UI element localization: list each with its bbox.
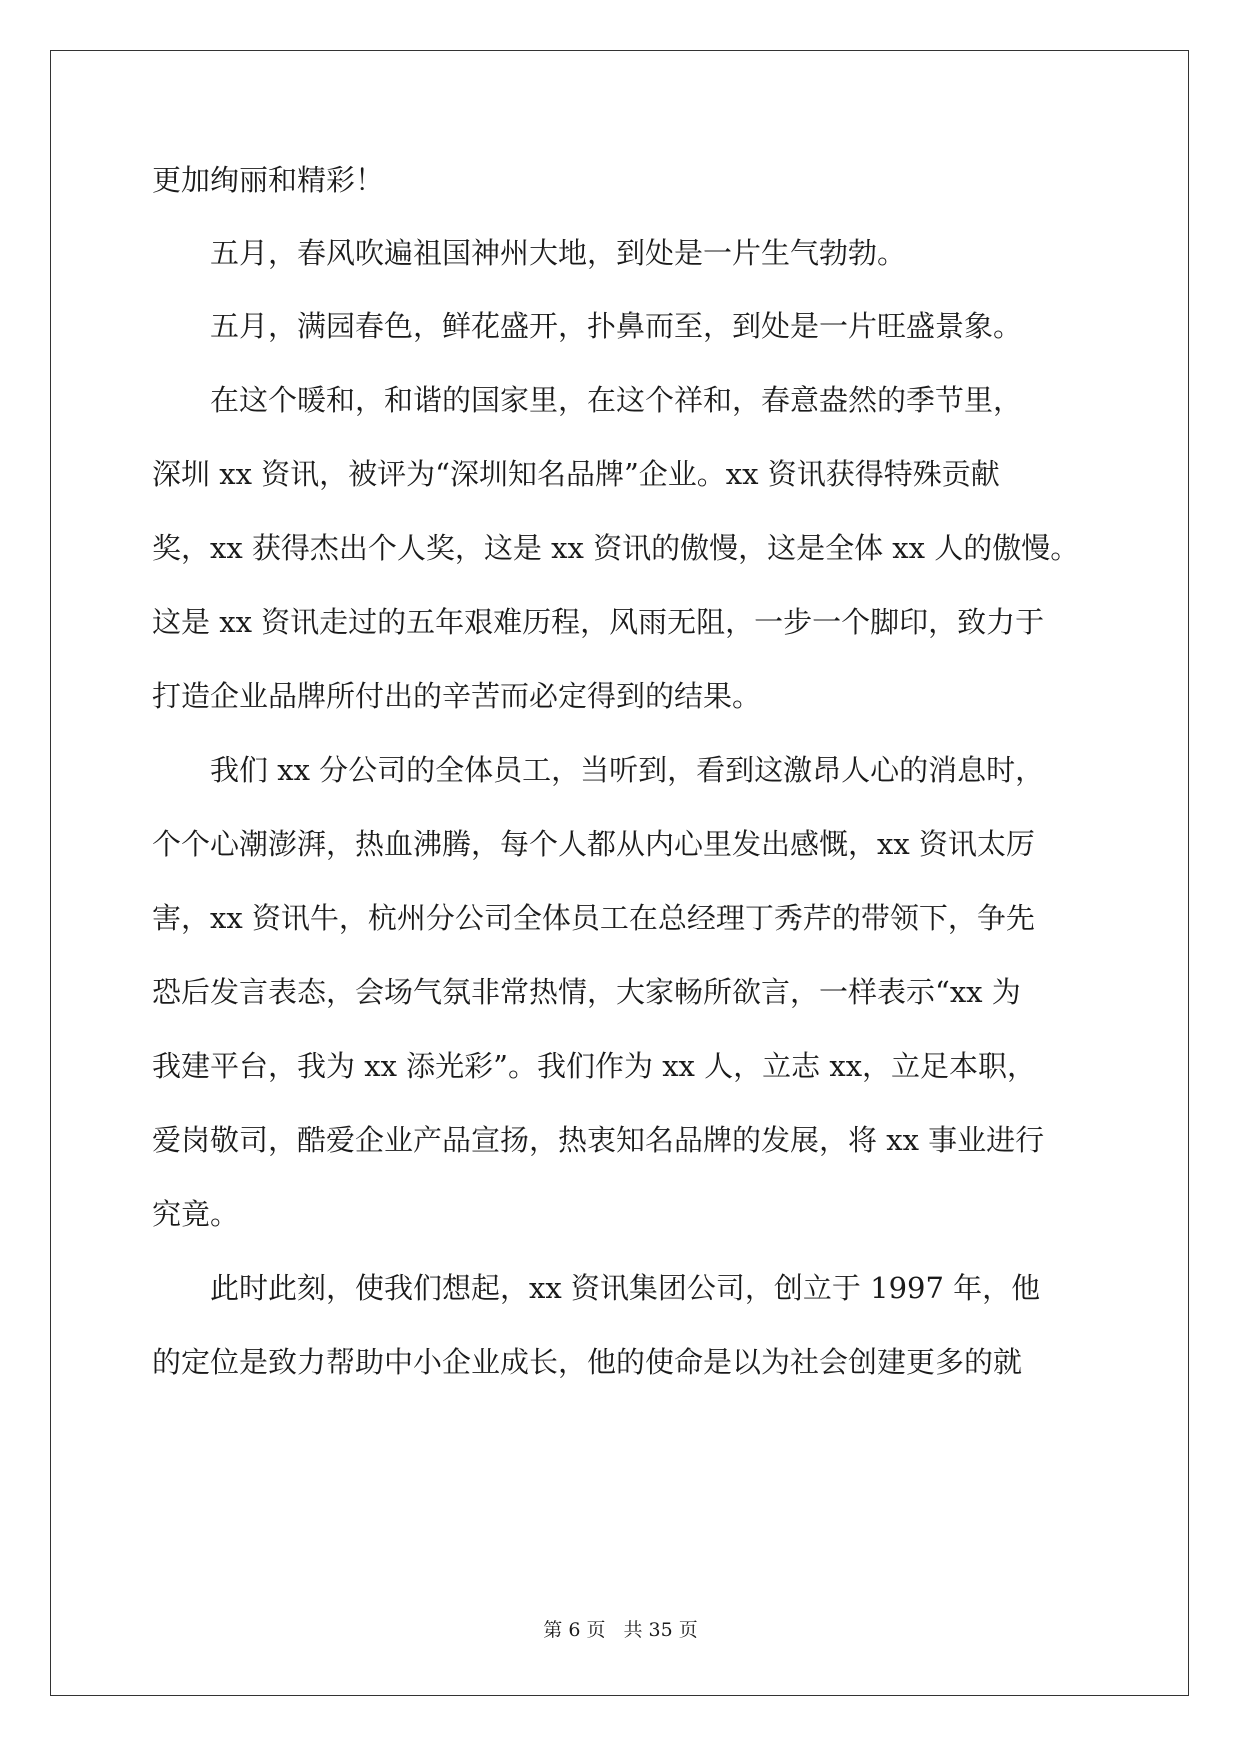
current-page-number: 第 6 页 [543,1619,606,1641]
text-line: 打造企业品牌所付出的辛苦而必定得到的结果。 [152,679,762,713]
text-line: 个个心潮澎湃，热血沸腾，每个人都从内心里发出感慨，xx 资讯太厉 [152,827,1035,861]
text-line: 五月，春风吹遍祖国神州大地，到处是一片生气勃勃。 [152,236,907,270]
text-line: 奖，xx 获得杰出个人奖，这是 xx 资讯的傲慢，这是全体 xx 人的傲慢。 [152,531,1080,565]
text-line: 我建平台，我为 xx 添光彩”。我们作为 xx 人，立志 xx，立足本职， [152,1049,1037,1083]
text-line: 究竟。 [152,1197,240,1231]
text-line: 深圳 xx 资讯，被评为“深圳知名品牌”企业。xx 资讯获得特殊贡献 [152,457,1000,491]
text-line: 在这个暖和，和谐的国家里，在这个祥和，春意盎然的季节里， [152,383,1023,417]
text-line: 的定位是致力帮助中小企业成长，他的使命是以为社会创建更多的就 [152,1345,1023,1379]
page-border [50,50,1189,1696]
text-line: 害，xx 资讯牛，杭州分公司全体员工在总经理丁秀芹的带领下，争先 [152,901,1035,935]
text-line: 这是 xx 资讯走过的五年艰难历程，风雨无阻，一步一个脚印，致力于 [152,605,1045,639]
text-line: 更加绚丽和精彩！ [152,163,385,197]
text-line: 此时此刻，使我们想起，xx 资讯集团公司，创立于 1997 年，他 [152,1271,1041,1305]
page-footer [0,1618,1241,1642]
total-pages: 共 35 页 [623,1619,698,1641]
text-line: 恐后发言表态，会场气氛非常热情，大家畅所欲言，一样表示“xx 为 [152,975,1021,1009]
text-line: 爱岗敬司，酷爱企业产品宣扬，热衷知名品牌的发展，将 xx 事业进行 [152,1123,1045,1157]
text-line: 我们 xx 分公司的全体员工，当听到，看到这激昂人心的消息时， [152,753,1045,787]
text-line: 五月，满园春色，鲜花盛开，扑鼻而至，到处是一片旺盛景象。 [152,309,1023,343]
